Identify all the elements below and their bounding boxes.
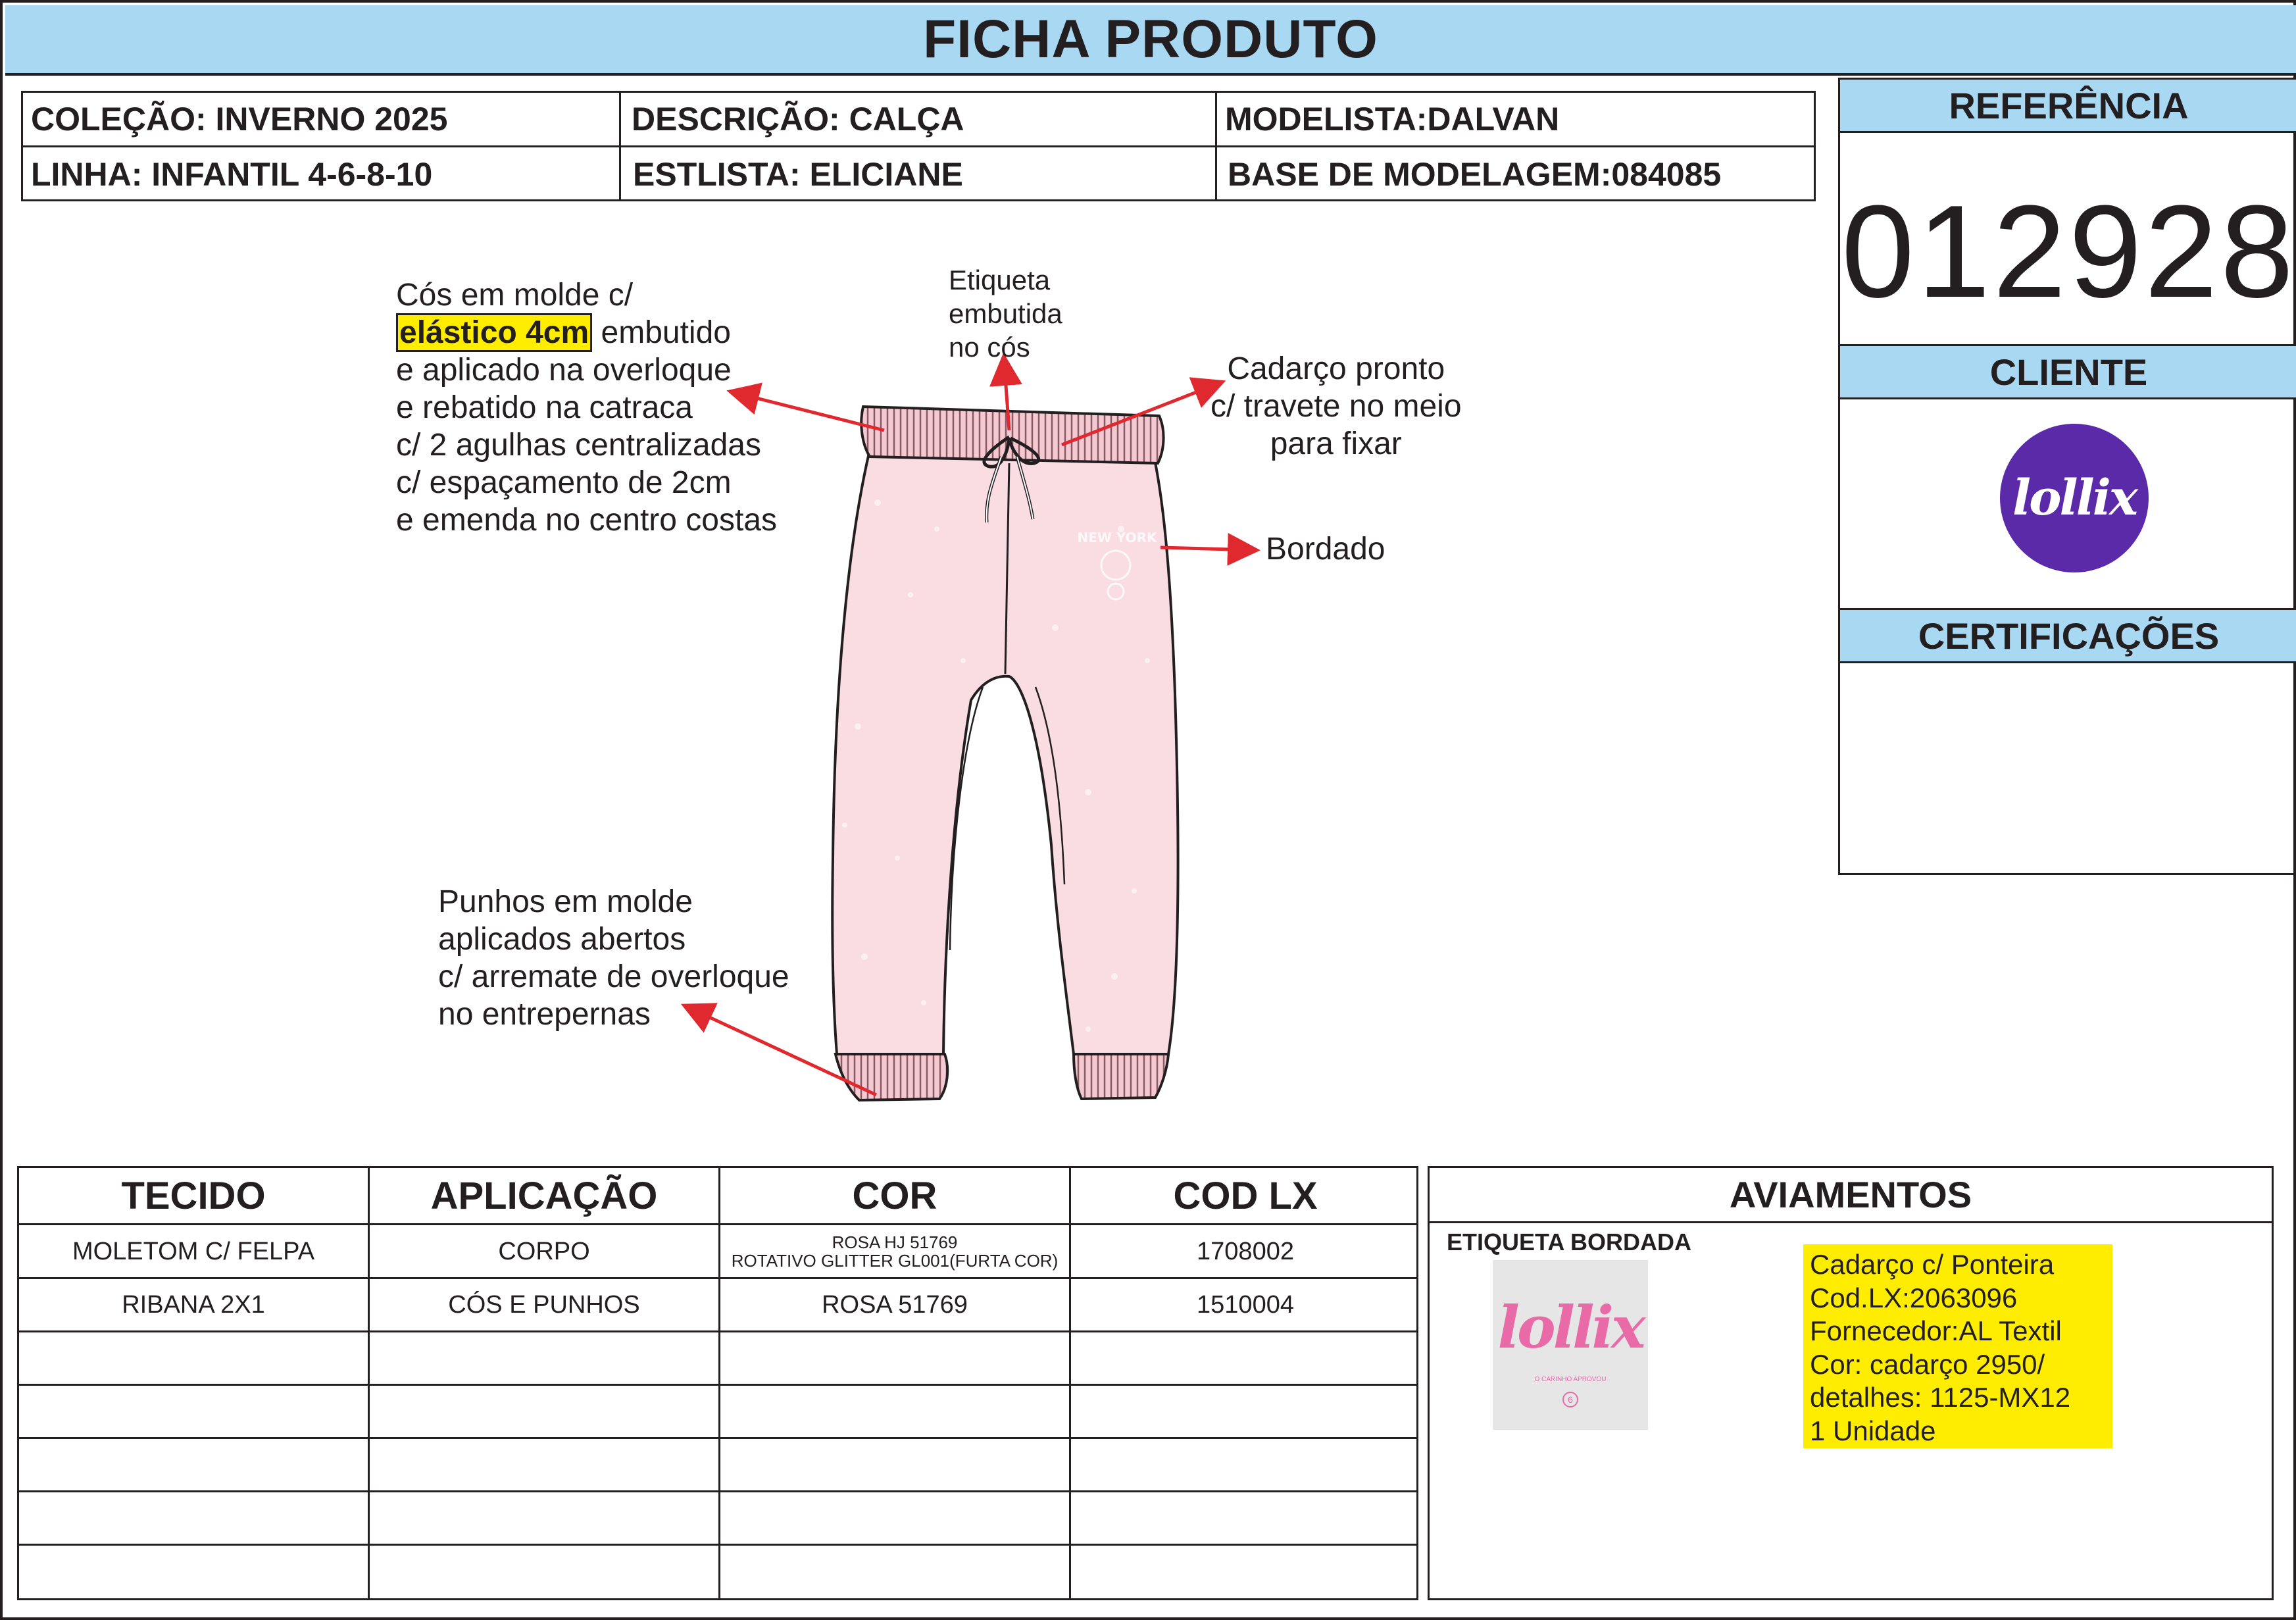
cell-cor-line: ROTATIVO GLITTER GL001(FURTA COR) [731, 1251, 1059, 1271]
referencia-number: 012928 [1841, 178, 2296, 325]
etiqueta-note-line: embutida [949, 298, 1062, 329]
cos-note-line: e emenda no centro costas [396, 503, 778, 538]
cadarco-note-line: Cadarço pronto [1227, 351, 1445, 386]
punhos-note-line: aplicados abertos [438, 922, 686, 957]
embroidered-label-image [1493, 1260, 1648, 1430]
cos-note-line: e aplicado na overloque [396, 353, 732, 388]
cell-tecido: MOLETOM C/ FELPA [72, 1237, 315, 1265]
etiqueta-bordada-label: ETIQUETA BORDADA [1447, 1228, 1691, 1255]
modelista-field: MODELISTA:DALVAN [1225, 101, 1560, 138]
punhos-note-line: no entrepernas [438, 997, 651, 1032]
cadarco-spec [1803, 1244, 2112, 1448]
aviamentos-title: AVIAMENTOS [1430, 1168, 2272, 1223]
punhos-note [438, 883, 789, 1033]
right-cuff [1074, 1054, 1168, 1099]
etiqueta-note-line: Etiqueta [949, 265, 1051, 295]
etiqueta-note-line: no cós [949, 332, 1030, 363]
header-cor: COR [852, 1174, 937, 1217]
cos-note-line [396, 314, 777, 351]
cell-aplicacao: CÓS E PUNHOS [448, 1290, 640, 1319]
cell-cod: 1510004 [1197, 1290, 1294, 1319]
arrow-bordado [1160, 547, 1254, 550]
cos-note-line: c/ 2 agulhas centralizadas [396, 428, 761, 463]
cadarco-spec-line: Fornecedor:AL Textil [1810, 1315, 2062, 1346]
cadarco-note [1210, 350, 1462, 463]
base-modelagem-field: BASE DE MODELAGEM:084085 [1228, 156, 1722, 193]
cell-cor: ROSA 51769 [822, 1290, 968, 1319]
certificacoes-header: CERTIFICAÇÕES [1840, 608, 2296, 663]
bordado-note: Bordado [1266, 532, 1385, 567]
left-cuff [836, 1054, 947, 1100]
header-tecido: TECIDO [121, 1174, 266, 1217]
label-brand: lollix [1497, 1293, 1643, 1361]
cliente-header: CLIENTE [1840, 344, 2296, 399]
elastic-highlight: elástico 4cm [396, 313, 592, 352]
linha-field: LINHA: INFANTIL 4-6-8-10 [31, 156, 433, 193]
estilista-field: ESTLISTA: ELICIANE [633, 156, 963, 193]
etiqueta-note [949, 263, 1062, 364]
table-rule [19, 1437, 1416, 1439]
cadarco-spec-line: Cadarço c/ Ponteira [1810, 1249, 2055, 1280]
header-aplicacao: APLICAÇÃO [430, 1174, 658, 1217]
page-title: FICHA PRODUTO [923, 9, 1378, 69]
cadarco-spec-line: Cor: cadarço 2950/ [1810, 1348, 2045, 1380]
cos-note [396, 276, 777, 539]
punhos-note-line: c/ arremate de overloque [438, 959, 789, 994]
cell-tecido: RIBANA 2X1 [122, 1290, 265, 1319]
cos-note-line: c/ espaçamento de 2cm [396, 465, 732, 500]
cadarco-spec-line: detalhes: 1125-MX12 [1810, 1382, 2071, 1413]
colecao-field: COLEÇÃO: INVERNO 2025 [31, 101, 448, 138]
cell-cor [720, 1225, 1069, 1278]
label-tagline: O CARINHO APROVOU [1534, 1376, 1607, 1383]
aviamentos-box [1428, 1166, 2274, 1600]
label-size-number: 6 [1562, 1392, 1578, 1407]
cadarco-spec-line: 1 Unidade [1810, 1415, 1936, 1446]
descricao-field: DESCRIÇÃO: CALÇA [632, 101, 964, 138]
cadarco-note-line: para fixar [1270, 426, 1402, 461]
punhos-note-line: Punhos em molde [438, 884, 693, 919]
table-rule [19, 1544, 1416, 1546]
svg-text:NEW YORK: NEW YORK [1077, 530, 1157, 545]
fabric-table [17, 1166, 1418, 1600]
cell-cod: 1708002 [1197, 1237, 1294, 1265]
table-rule [19, 1490, 1416, 1492]
client-logo-text: lollix [2012, 470, 2136, 526]
cell-aplicacao: CORPO [498, 1237, 590, 1265]
waistband [861, 407, 1163, 463]
cos-note-line: e rebatido na catraca [396, 390, 693, 425]
table-rule [19, 1384, 1416, 1386]
cos-note-text: embutido [592, 315, 731, 350]
cell-cor-line: ROSA HJ 51769 [832, 1232, 958, 1252]
cos-note-line: Cós em molde c/ [396, 278, 634, 313]
referencia-header: REFERÊNCIA [1840, 78, 2296, 133]
header-cod-lx: COD LX [1173, 1174, 1318, 1217]
cadarco-spec-line: Cod.LX:2063096 [1810, 1282, 2018, 1313]
cadarco-note-line: c/ travete no meio [1210, 389, 1462, 424]
